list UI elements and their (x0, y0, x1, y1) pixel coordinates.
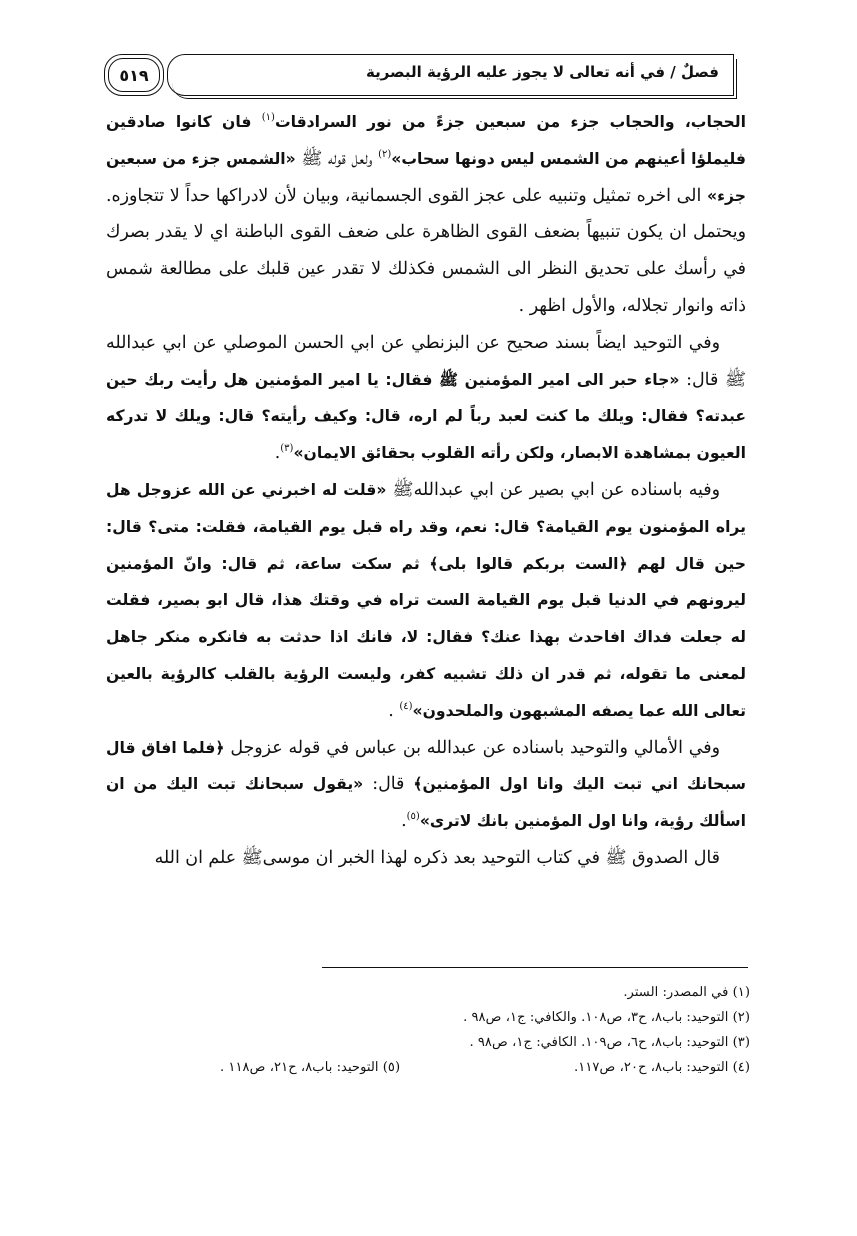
paragraph (106, 325, 746, 472)
footnote-row (220, 1055, 750, 1080)
text-run: ولعل قوله ﷺ (295, 148, 379, 169)
text-run: . (388, 700, 400, 721)
text-run: الى اخره تمثيل وتنبيه على عجز القوى الجسمانية، وبيان لأن لادراكها حداً لا تتجاوزه. ويحتمل ان يكون تنبيهاً بضعف القوى الظاهرة على ضعف القوى الباطنة اي لا يقدر بصرك في رأسك على تحديق النظر الى الشمس فكذلك لا تقدر عين قلبك على مطالعة شمس ذاته وانوار تجلاله، والأول اظهر . (106, 185, 746, 316)
footnote-ref: (٣) (280, 443, 294, 455)
page-number: ٥١٩ (104, 54, 164, 96)
footnote-ref: (٥) (406, 811, 420, 823)
body-text (106, 104, 746, 877)
footnote-5: (٥) التوحيد: باب٨، ح٢١، ص١١٨ . (220, 1060, 401, 1075)
text-run: وفي الأمالي والتوحيد باسناده عن عبدالله بن عباس في قوله عزوجل (224, 737, 720, 758)
text-run: قال الصدوق ﷺ في كتاب التوحيد بعد ذكره لهذا الخبر ان موسىﷺ علم ان الله (154, 847, 720, 868)
header-title-frame (167, 54, 734, 96)
paragraph (106, 472, 746, 730)
text-run: . (274, 443, 281, 464)
footnote-1: (١) في المصدر: الستر. (623, 985, 750, 1000)
quoted-text: «الشمس جزء من سبعين جزء» (106, 149, 746, 205)
paragraph (106, 104, 746, 325)
footnote-2: (٢) التوحيد: باب٨، ح٣، ص١٠٨. والكافي: ج١، ص٩٨ . (463, 1010, 750, 1025)
footnote-separator (322, 967, 748, 968)
quoted-text: ﴿فلما افاق قال سبحانك اني تبت اليك وانا اول المؤمنين﴾ (106, 738, 746, 794)
text-run: قال: (363, 774, 414, 795)
quoted-text: فان كانوا صادقين فليملؤا أعينهم من الشمس ليس دونها سحاب» (106, 113, 746, 168)
footnote-ref: (٢) (378, 149, 392, 160)
text-run: وفي التوحيد ايضاً بسند صحيح عن البزنطي عن ابي الحسن الموصلي عن ابي عبدالله ﷺ قال: (106, 332, 746, 390)
chapter-title: فصلٌ / في أنه تعالى لا يجوز عليه الرؤية البصرية (365, 63, 719, 81)
paragraph (106, 730, 746, 840)
running-header (104, 54, 738, 100)
text-run: . (401, 811, 407, 832)
footnote-3: (٣) التوحيد: باب٨، ح٦، ص١٠٩. الكافي: ج١، ص٩٨ . (469, 1035, 750, 1050)
quoted-text: «جاء حبر الى امير المؤمنين ﷺ فقال: يا امير المؤمنين هل رأيت ربك حين عبدته؟ فقال: ويلك ما كنت لعبد رباً لم اره، قال: وكيف رأيته؟ قال: ويلك لا تدركه العيون بمشاهدة الابصار، ولكن رأته القلوب بحقائق الايمان» (106, 370, 746, 463)
text-run: وفيه باسناده عن ابي بصير عن ابي عبداللهﷺ (386, 479, 721, 500)
footnotes (220, 980, 750, 1080)
footnote-ref: (٤) (399, 700, 413, 712)
footnote-4: (٤) التوحيد: باب٨، ح٢٠، ص١١٧. (574, 1060, 750, 1075)
quoted-text: «قلت له اخبرني عن الله عزوجل هل يراه المؤمنون يوم القيامة؟ قال: نعم، وقد راه قبل يوم القيامة، فقلت: متى؟ قال: حين قال لهم ﴿الست بربكم قالوا بلى﴾ ثم سكت ساعة، ثم قال: وانّ المؤمنين ليرونهم في الدنيا قبل يوم القيامة الست تراه في وقتك هذا، قال ابو بصير، فقلت له جعلت فداك افاحدث بهذا عنك؟ فقال: لا، فانك اذا حدثت به فانكره منكر جاهل لمعنى ما تقوله، ثم قدر ان ذلك تشبيه كفر، وليست الرؤية بالقلب كالرؤية بالعين تعالى الله عما يصفه المشبهون والملحدون» (106, 480, 746, 720)
footnote-ref: (١) (261, 112, 275, 124)
paragraph (106, 840, 746, 877)
quoted-text: الحجاب، والحجاب جزء من سبعين جزءً من نور السرادقات (274, 113, 746, 131)
quoted-text: «يقول سبحانك تبت اليك من ان اسألك رؤية، وانا اول المؤمنين بانك لاترى» (106, 775, 746, 831)
